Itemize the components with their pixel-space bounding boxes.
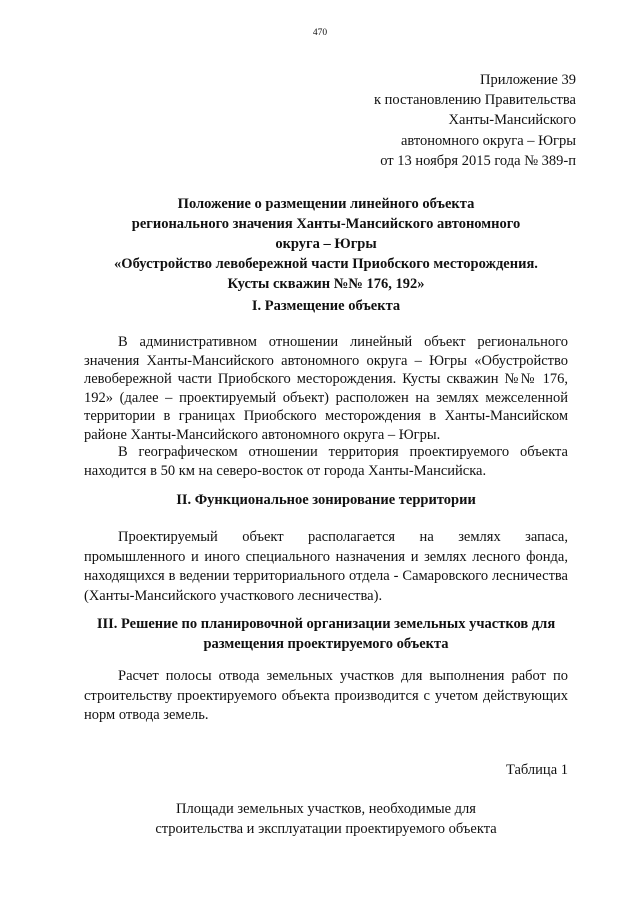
title-line: Положение о размещении линейного объекта (177, 196, 475, 212)
table-label: Таблица 1 (505, 762, 568, 778)
appendix-line: к постановлению Правительства (374, 92, 576, 109)
caption-line: Площади земельных участков, необходимые для (176, 801, 476, 817)
appendix-line: Приложение 39 (480, 72, 576, 88)
title-line: регионального значения Ханты-Мансийского автономного (131, 216, 521, 232)
section-heading: размещения проектируемого объекта (203, 636, 449, 652)
appendix-line: автономного округа – Югры (400, 132, 576, 149)
table-caption (64, 799, 588, 839)
page-number: 470 (312, 28, 328, 38)
section-heading: III. Решение по планировочной организации земельных участков для (96, 616, 556, 632)
paragraph: Расчет полосы отвода земельных участков для выполнения работ по строительству проектируемого объекта производится с учетом действующих норм отвода земель. (84, 668, 568, 724)
paragraph: В географическом отношении территория проектируемого объекта находится в 50 км на северо-восток от города Ханты-Мансийска. (84, 444, 568, 479)
appendix-block (374, 70, 576, 171)
title-line: округа – Югры (275, 236, 377, 252)
section-heading: II. Функциональное зонирование территории (176, 492, 476, 508)
paragraph: Проектируемый объект располагается на землях запаса, промышленного и иного специального назначения и землях лесного фонда, находящихся в ведении территориального отдела - Самаровского лесничества (Ханты-Мансийского участкового лесничества). (84, 529, 568, 604)
caption-line: строительства и эксплуатации проектируемого объекта (155, 821, 497, 837)
appendix-line: от 13 ноября 2015 года № 389-п (380, 152, 576, 169)
title-line: «Обустройство левобережной части Приобского месторождения. (114, 256, 538, 272)
title-line: Кусты скважин №№ 176, 192» (227, 276, 425, 292)
document-title (64, 194, 588, 294)
section-heading: I. Размещение объекта (251, 298, 401, 314)
paragraph: В административном отношении линейный объект регионального значения Ханты-Мансийского автономного округа – Югры «Обустройство левобережной части Приобского месторождения. Кусты скважин №№ 176, 192» (далее – проектируемый объект) расположен на землях межселенной территории в границах Приобского месторождения в Ханты-Мансийском районе Ханты-Мансийского автономного округа – Югры. (84, 334, 568, 443)
appendix-line: Ханты-Мансийского (448, 112, 576, 129)
